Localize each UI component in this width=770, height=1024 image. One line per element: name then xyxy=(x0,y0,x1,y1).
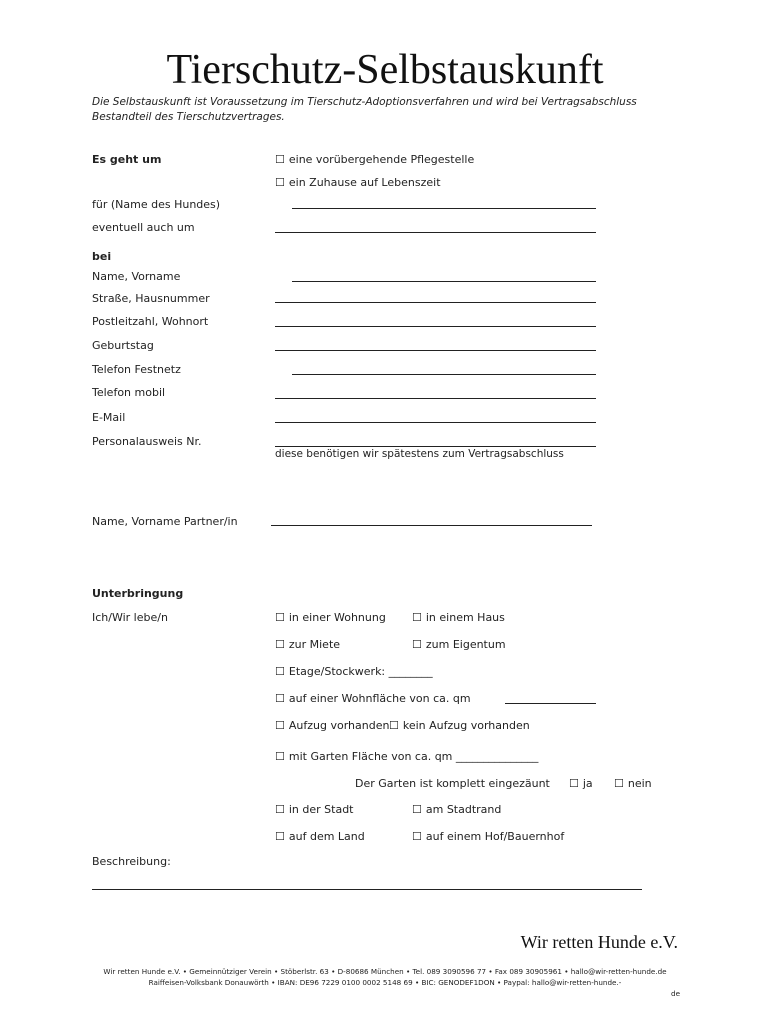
forever-home-option-label: ein Zuhause auf Lebenszeit xyxy=(288,176,441,189)
city-option[interactable] xyxy=(275,803,354,816)
rent-option[interactable] xyxy=(275,638,340,651)
checkbox-icon[interactable]: ☐ xyxy=(275,830,285,843)
country-option-label: auf dem Land xyxy=(288,830,365,843)
document-title: Tierschutz-Selbstauskunft xyxy=(166,47,604,93)
rent-option-label: zur Miete xyxy=(288,638,341,651)
apartment-option-label: in einer Wohnung xyxy=(288,611,386,624)
checkbox-icon[interactable]: ☐ xyxy=(275,665,285,678)
farm-option-label: auf einem Hof/Bauernhof xyxy=(425,830,565,843)
elevator-yes-option[interactable] xyxy=(275,719,389,732)
zip-city-label: Postleitzahl, Wohnort xyxy=(92,315,209,328)
outskirts-option[interactable] xyxy=(412,803,501,816)
floor-option-label: Etage/Stockwerk: ________ xyxy=(288,665,433,678)
outskirts-option-label: am Stadtrand xyxy=(425,803,502,816)
checkbox-icon[interactable]: ☐ xyxy=(275,692,285,705)
checkbox-icon[interactable]: ☐ xyxy=(275,719,285,732)
own-option[interactable] xyxy=(412,638,506,651)
garden-option-label: mit Garten Fläche von ca. qm _______________ xyxy=(288,750,539,763)
footer-contact-end: de xyxy=(671,989,680,998)
own-option-label: zum Eigentum xyxy=(425,638,506,651)
housing-heading: Unterbringung xyxy=(92,587,184,600)
checkbox-icon[interactable]: ☐ xyxy=(614,777,624,790)
birthday-label: Geburtstag xyxy=(92,339,154,352)
checkbox-icon[interactable]: ☐ xyxy=(275,153,285,166)
phone-field[interactable] xyxy=(292,374,596,375)
garden-option[interactable] xyxy=(275,750,538,763)
farm-option[interactable] xyxy=(412,830,564,843)
email-field[interactable] xyxy=(275,422,596,423)
phone-label: Telefon Festnetz xyxy=(92,363,181,376)
area-field[interactable] xyxy=(505,703,596,704)
dog-name-label: für (Name des Hundes) xyxy=(92,198,221,211)
checkbox-icon[interactable]: ☐ xyxy=(412,803,422,816)
organization-name: Wir retten Hunde e.V. xyxy=(520,932,678,952)
forever-home-option[interactable] xyxy=(275,176,441,189)
description-label: Beschreibung: xyxy=(92,855,171,868)
house-option[interactable] xyxy=(412,611,505,624)
checkbox-icon[interactable]: ☐ xyxy=(412,638,422,651)
name-label: Name, Vorname xyxy=(92,270,181,283)
city-option-label: in der Stadt xyxy=(288,803,354,816)
checkbox-icon[interactable]: ☐ xyxy=(275,176,285,189)
elevator-yes-label: Aufzug vorhanden xyxy=(288,719,390,732)
dog-name-field[interactable] xyxy=(292,208,596,209)
fenced-no-label: nein xyxy=(627,777,652,790)
checkbox-icon[interactable]: ☐ xyxy=(275,803,285,816)
checkbox-icon[interactable]: ☐ xyxy=(275,750,285,763)
street-field[interactable] xyxy=(275,302,596,303)
checkbox-icon[interactable]: ☐ xyxy=(569,777,579,790)
footer-contact-text: Wir retten Hunde e.V. • Gemeinnütziger Verein • Stöberlstr. 63 • D-80686 München • Tel. 089 3090596 77 • Fax 089 30905961 • hallo@wir-retten-hunde.de Raiffeisen-Volksbank Donauwörth • IBAN: DE96 7229 0100 0002 5148 69 • BIC: GENODEF1DON • Paypal: hallo@wir-retten-hunde.- xyxy=(103,967,667,987)
footer-contact xyxy=(90,966,680,999)
owner-heading: bei xyxy=(92,250,112,263)
checkbox-icon[interactable]: ☐ xyxy=(412,611,422,624)
description-field[interactable] xyxy=(92,889,642,890)
mobile-label: Telefon mobil xyxy=(92,386,166,399)
mobile-field[interactable] xyxy=(275,398,596,399)
checkbox-icon[interactable]: ☐ xyxy=(412,830,422,843)
checkbox-icon[interactable]: ☐ xyxy=(275,611,285,624)
fenced-yes-option[interactable] xyxy=(569,777,593,790)
area-option[interactable] xyxy=(275,692,471,705)
id-card-field[interactable] xyxy=(275,446,596,447)
fenced-no-option[interactable] xyxy=(614,777,652,790)
checkbox-icon[interactable]: ☐ xyxy=(275,638,285,651)
id-card-note: diese benötigen wir spätestens zum Vertragsabschluss xyxy=(275,448,564,460)
partner-label: Name, Vorname Partner/in xyxy=(92,515,238,528)
additional-dog-field[interactable] xyxy=(275,232,596,233)
house-option-label: in einem Haus xyxy=(425,611,505,624)
id-card-label: Personalausweis Nr. xyxy=(92,435,202,448)
name-field[interactable] xyxy=(292,281,596,282)
fenced-question: Der Garten ist komplett eingezäunt xyxy=(355,777,550,790)
intro-text: Die Selbstauskunft ist Voraussetzung im Tierschutz-Adoptionsverfahren und wird bei Vertragsabschluss Bestandteil des Tierschutzvertrages. xyxy=(92,96,637,123)
street-label: Straße, Hausnummer xyxy=(92,292,210,305)
topic-label: Es geht um xyxy=(92,153,162,166)
checkbox-icon[interactable]: ☐ xyxy=(389,719,399,732)
apartment-option[interactable] xyxy=(275,611,386,624)
country-option[interactable] xyxy=(275,830,365,843)
birthday-field[interactable] xyxy=(275,350,596,351)
foster-option[interactable] xyxy=(275,153,474,166)
email-label: E-Mail xyxy=(92,411,126,424)
fenced-yes-label: ja xyxy=(582,777,593,790)
foster-option-label: eine vorübergehende Pflegestelle xyxy=(288,153,475,166)
floor-option[interactable] xyxy=(275,665,433,678)
partner-field[interactable] xyxy=(271,525,592,526)
elevator-no-label: kein Aufzug vorhanden xyxy=(402,719,530,732)
zip-city-field[interactable] xyxy=(275,326,596,327)
area-option-label: auf einer Wohnfläche von ca. qm xyxy=(288,692,471,705)
elevator-no-option[interactable] xyxy=(389,719,530,732)
additional-dog-label: eventuell auch um xyxy=(92,221,195,234)
live-label: Ich/Wir lebe/n xyxy=(92,611,168,624)
